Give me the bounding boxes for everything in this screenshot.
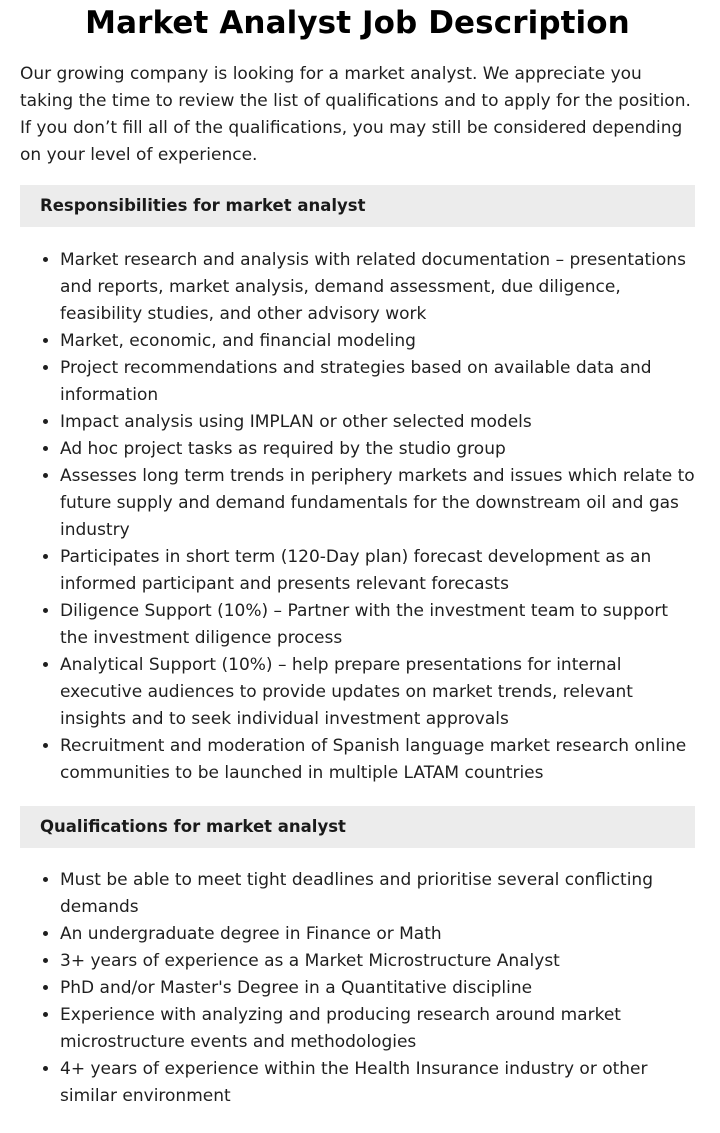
- list-item: • Ad hoc project tasks as required by the studio group: [60, 436, 695, 463]
- list-item: • Market research and analysis with related documentation – presentations and reports, market analysis, demand assessment, due diligence, feasibility studies, and other advisory work: [60, 247, 695, 328]
- page-title: Market Analyst Job Description: [85, 5, 630, 41]
- list-item: • Analytical Support (10%) – help prepare presentations for internal executive audiences to provide updates on market trends, relevant insights and to seek individual investment approvals: [60, 652, 695, 733]
- responsibilities-list: [20, 247, 695, 787]
- list-item: • PhD and/or Master's Degree in a Quantitative discipline: [60, 975, 695, 1002]
- qualifications-heading: Qualifications for market analyst: [20, 806, 695, 848]
- list-item: • Market, economic, and financial modeling: [60, 328, 695, 355]
- list-item: • Experience with analyzing and producing research around market microstructure events and methodologies: [60, 1002, 695, 1056]
- list-item: • Must be able to meet tight deadlines and prioritise several conflicting demands: [60, 867, 695, 921]
- list-item: • An undergraduate degree in Finance or Math: [60, 921, 695, 948]
- list-item: • Project recommendations and strategies based on available data and information: [60, 355, 695, 409]
- list-item: • 3+ years of experience as a Market Microstructure Analyst: [60, 948, 695, 975]
- responsibilities-heading: Responsibilities for market analyst: [20, 185, 695, 227]
- list-item: • 4+ years of experience within the Health Insurance industry or other similar environment: [60, 1056, 695, 1110]
- list-item: • Recruitment and moderation of Spanish language market research online communities to be launched in multiple LATAM countries: [60, 733, 695, 787]
- intro-paragraph: Our growing company is looking for a market analyst. We appreciate you taking the time to review the list of qualifications and to apply for the position. If you don’t fill all of the qualifications, you may still be considered depending on your level of experience.: [20, 64, 691, 165]
- list-item: • Impact analysis using IMPLAN or other selected models: [60, 409, 695, 436]
- list-item: • Assesses long term trends in periphery markets and issues which relate to future supply and demand fundamentals for the downstream oil and gas industry: [60, 463, 695, 544]
- list-item: • Participates in short term (120-Day plan) forecast development as an informed participant and presents relevant forecasts: [60, 544, 695, 598]
- list-item: • Diligence Support (10%) – Partner with the investment team to support the investment diligence process: [60, 598, 695, 652]
- qualifications-list: [20, 867, 695, 1110]
